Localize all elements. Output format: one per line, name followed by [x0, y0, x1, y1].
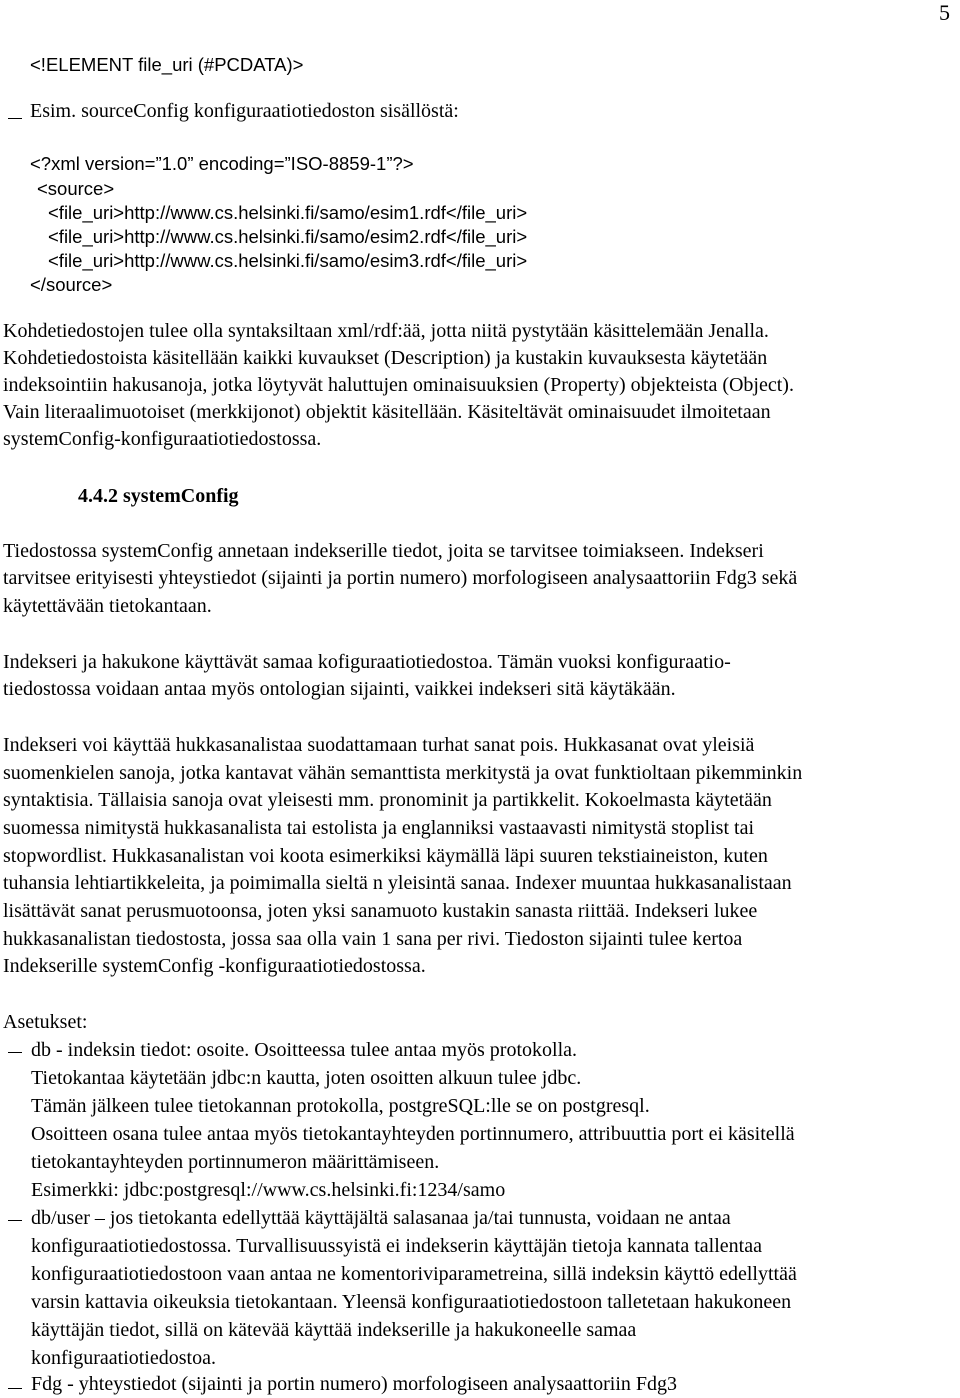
- list-item-line: db/user – jos tietokanta edellyttää käyttäjältä salasanaa ja/tai tunnusta, voidaan ne antaa: [31, 1207, 731, 1229]
- settings-label: Asetukset:: [3, 1011, 88, 1033]
- bullet-dash: [8, 1388, 22, 1389]
- xml-line: <file_uri>http://www.cs.helsinki.fi/samo/esim2.rdf</file_uri>: [48, 226, 528, 247]
- bullet-dash: [8, 118, 22, 119]
- list-item-line: konfiguraatiotiedostoon vaan antaa ne komentoriviparametreina, sillä indeksin käyttö edellyttää: [31, 1263, 797, 1285]
- list-item-line: Tämän jälkeen tulee tietokannan protokolla, postgreSQL:lle se on postgresql.: [31, 1095, 650, 1117]
- list-item-line: käyttäjän tiedot, sillä on kätevää käyttää indekserille ja hakukoneelle samaa: [31, 1319, 637, 1341]
- paragraph-line: Vain literaalimuotoiset (merkkijonot) objektit käsitellään. Käsiteltävät ominaisuudet ilmoitetaan: [3, 401, 771, 423]
- paragraph-line: tuhansia lehtiartikkeleita, ja poimimalla sieltä n yleisintä sanaa. Indexer muuntaa hukkasanalistaan: [3, 872, 792, 894]
- paragraph-line: Kohdetiedostoista käsitellään kaikki kuvaukset (Description) ja kustakin kuvauksesta käytetään: [3, 347, 768, 369]
- list-item-line: konfiguraatiotiedostoa.: [31, 1347, 216, 1369]
- list-item-line: Fdg - yhteystiedot (sijainti ja portin numero) morfologiseen analysaattoriin Fdg3: [31, 1373, 677, 1395]
- page-number: 5: [939, 0, 950, 25]
- xml-line: <file_uri>http://www.cs.helsinki.fi/samo/esim1.rdf</file_uri>: [48, 202, 528, 223]
- xml-line: <file_uri>http://www.cs.helsinki.fi/samo/esim3.rdf</file_uri>: [48, 250, 528, 271]
- paragraph-line: Indekseri voi käyttää hukkasanalistaa suodattamaan turhat sanat pois. Hukkasanat ovat yleisiä: [3, 734, 755, 756]
- paragraph-line: Indekseri ja hakukone käyttävät samaa kofiguraatiotiedostoa. Tämän vuoksi konfiguraatio-: [3, 651, 731, 673]
- paragraph-line: käytettävään tietokantaan.: [3, 595, 212, 617]
- paragraph-line: Indekserille systemConfig -konfiguraatiotiedostossa.: [3, 955, 426, 977]
- paragraph-line: tiedostossa voidaan antaa myös ontologian sijainti, vaikkei indekseri sitä käytäkään.: [3, 678, 676, 700]
- paragraph-line: systemConfig-konfiguraatiotiedostossa.: [3, 428, 322, 450]
- paragraph-line: syntaktisia. Tällaisia sanoja ovat yleisesti mm. pronominit ja partikkelit. Kokoelmasta käytetään: [3, 789, 772, 811]
- list-item-line: Esimerkki: jdbc:postgresql://www.cs.helsinki.fi:1234/samo: [31, 1179, 506, 1201]
- list-item-line: db - indeksin tiedot: osoite. Osoitteessa tulee antaa myös protokolla.: [31, 1039, 578, 1061]
- paragraph-line: stopwordlist. Hukkasanalistan voi koota esimerkiksi käymällä läpi suuren tekstiaineiston, kuten: [3, 845, 768, 867]
- paragraph-line: hukkasanalistan tiedostosta, jossa saa olla vain 1 sana per rivi. Tiedoston sijainti tulee kertoa: [3, 928, 743, 950]
- paragraph-line: lisättävät sanat perusmuotoonsa, joten yksi sanamuoto kustakin sanasta riittää. Indekseri lukee: [3, 900, 758, 922]
- paragraph-line: suomenkielen sanoja, jotka kantavat vähän semanttista merkitystä ja ovat funktioltaan pikemminkin: [3, 762, 803, 784]
- element-declaration: <!ELEMENT file_uri (#PCDATA)>: [30, 54, 304, 75]
- list-item-line: tietokantayhteyden portinnumeron määrittämiseen.: [31, 1151, 440, 1173]
- paragraph-line: indeksointiin hakusanoja, jotka löytyvät haluttujen ominaisuuksien (Property) objekteista (Object).: [3, 374, 794, 396]
- list-item-line: konfiguraatiotiedostossa. Turvallisuussyistä ei indekserin käyttäjän tietoja kannata tallentaa: [31, 1235, 762, 1257]
- paragraph-line: Tiedostossa systemConfig annetaan indekserille tiedot, joita se tarvitsee toimiakseen. Indekseri: [3, 540, 764, 562]
- section-heading: 4.4.2 systemConfig: [78, 485, 239, 507]
- list-item-line: Tietokantaa käytetään jdbc:n kautta, joten osoitten alkuun tulee jdbc.: [31, 1067, 582, 1089]
- xml-line: </source>: [30, 274, 113, 295]
- list-item-line: Osoitteen osana tulee antaa myös tietokantayhteyden portinnumero, attribuuttia port ei käsitellä: [31, 1123, 795, 1145]
- paragraph-line: tarvitsee erityisesti yhteystiedot (sijainti ja portin numero) morfologiseen analysaattoriin Fdg3 sekä: [3, 567, 798, 589]
- xml-line: <?xml version=”1.0” encoding=”ISO-8859-1”?>: [30, 153, 414, 174]
- xml-line: <source>: [37, 178, 115, 199]
- bullet-dash: [8, 1220, 22, 1221]
- example-heading: Esim. sourceConfig konfiguraatiotiedoston sisällöstä:: [30, 100, 459, 122]
- paragraph-line: suomessa nimitystä hukkasanalista tai estolista ja englanniksi vastaavasti nimitystä stoplist tai: [3, 817, 754, 839]
- paragraph-line: Kohdetiedostojen tulee olla syntaksiltaan xml/rdf:ää, jotta niitä pystytään käsittelemään Jenalla.: [3, 320, 769, 342]
- list-item-line: varsin kattavia oikeuksia tietokantaan. Yleensä konfiguraatiotiedostoon talletetaan hakukoneen: [31, 1291, 792, 1313]
- bullet-dash: [8, 1052, 22, 1053]
